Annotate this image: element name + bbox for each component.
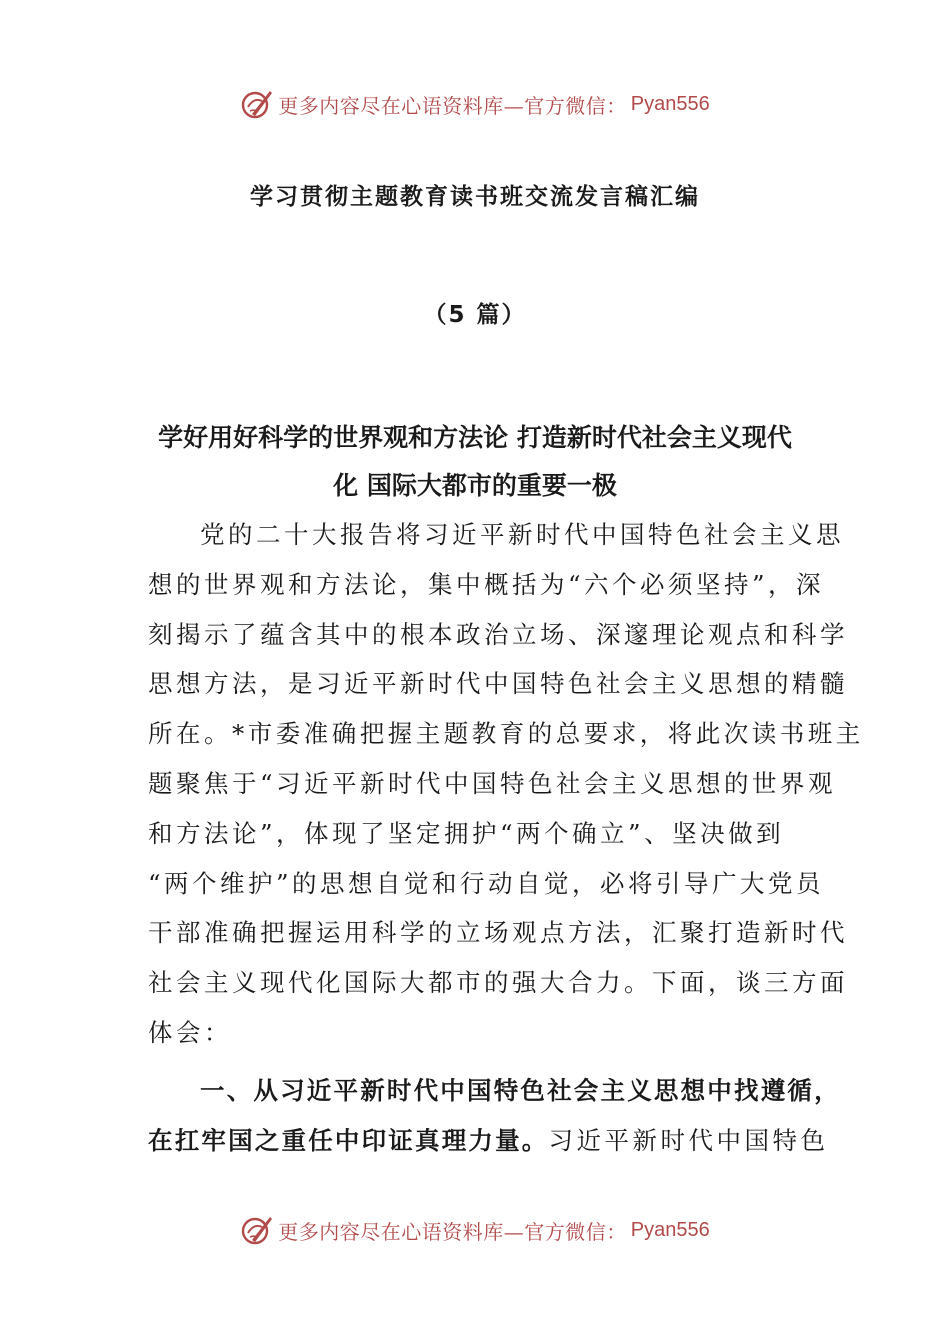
paragraph-line: 题聚焦于“习近平新时代中国特色社会主义思想的世界观 bbox=[148, 768, 837, 798]
pen-logo-icon bbox=[240, 87, 274, 121]
banner-text: 更多内容尽在心语资料库—官方微信： bbox=[278, 1219, 627, 1244]
paragraph-line: 和方法论”，体现了坚定拥护“两个确立”、坚决做到 bbox=[148, 818, 785, 848]
paragraph-line: 所在。*市委准确把握主题教育的总要求，将此次读书班主 bbox=[148, 719, 864, 749]
paragraph-line: “两个维护”的思想自觉和行动自觉，必将引导广大党员 bbox=[148, 868, 825, 898]
banner-text: 更多内容尽在心语资料库—官方微信： bbox=[278, 93, 627, 118]
footer-watermark-banner bbox=[0, 1210, 950, 1250]
paragraph-line: 想的世界观和方法论，集中概括为“六个必须坚持”，深 bbox=[148, 569, 825, 599]
section-heading: 一、从习近平新时代中国特色社会主义思想中找遵循， bbox=[200, 1075, 841, 1105]
banner-wechat-id: Pyan556 bbox=[630, 92, 710, 115]
paragraph-line: 思想方法，是习近平新时代中国特色社会主义思想的精髓 bbox=[148, 669, 848, 699]
paragraph-line: 社会主义现代化国际大都市的强大合力。下面，谈三方面 bbox=[148, 968, 848, 998]
article-title-line: 学好用好科学的世界观和方法论 打造新时代社会主义现代 bbox=[158, 423, 792, 452]
section-heading-line2: 在扛牢国之重任中印证真理力量。 bbox=[148, 1125, 549, 1155]
pen-logo-icon bbox=[240, 1213, 274, 1247]
section-heading-continuation bbox=[148, 1116, 829, 1166]
paragraph-line: 党的二十大报告将习近平新时代中国特色社会主义思 bbox=[200, 520, 844, 549]
banner-wechat-id: Pyan556 bbox=[630, 1218, 710, 1241]
paragraph-line: 刻揭示了蕴含其中的根本政治立场、深邃理论观点和科学 bbox=[148, 619, 848, 649]
section-text-start: 习近平新时代中国特色 bbox=[548, 1125, 829, 1155]
paragraph-line: 干部准确把握运用科学的立场观点方法，汇聚打造新时代 bbox=[148, 918, 848, 948]
document-title: 学习贯彻主题教育读书班交流发言稿汇编 bbox=[250, 184, 700, 210]
header-watermark-banner bbox=[0, 84, 950, 124]
article-title bbox=[140, 414, 810, 510]
paragraph-line: 体会： bbox=[148, 1017, 232, 1047]
article-title-line: 化 国际大都市的重要一极 bbox=[333, 471, 617, 500]
document-count: （5 篇） bbox=[423, 302, 527, 328]
article-body bbox=[148, 510, 864, 1165]
